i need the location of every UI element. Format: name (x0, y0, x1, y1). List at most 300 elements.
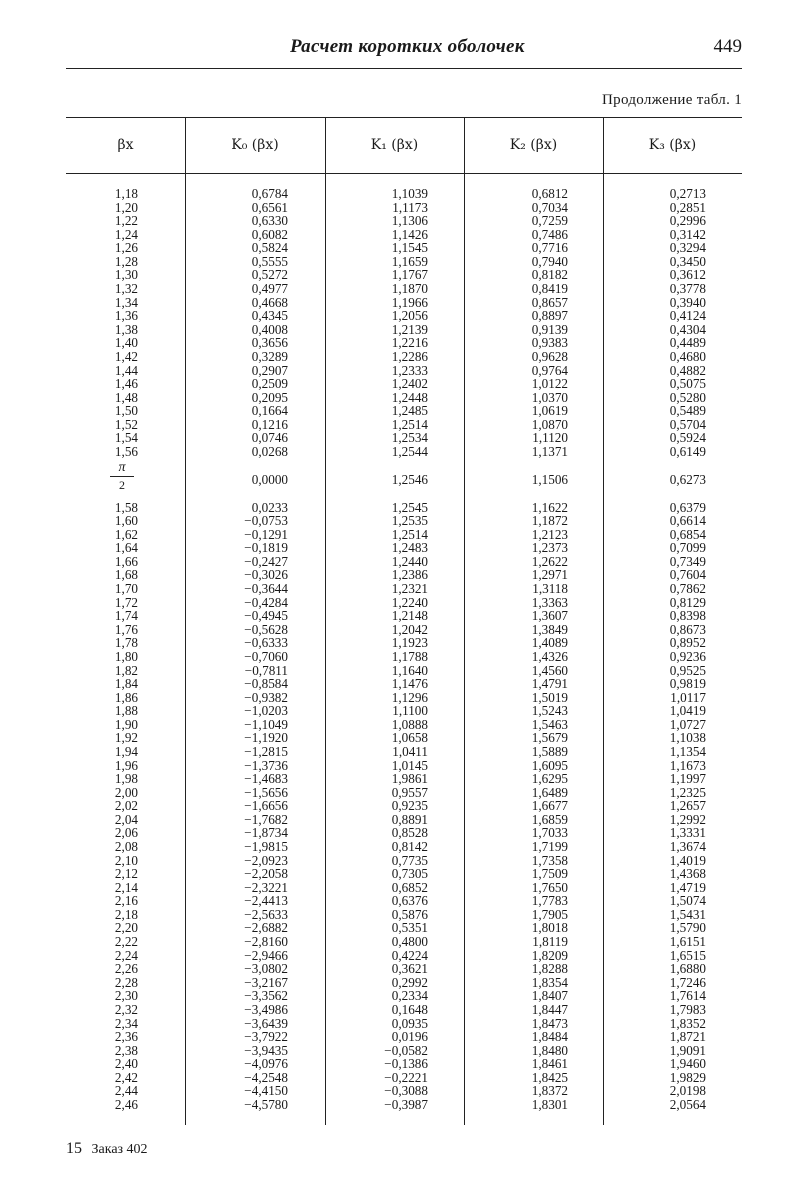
table-cell: 1,80 (114, 648, 138, 664)
column-divider (464, 117, 465, 1125)
table-cell: 0,2509 (251, 376, 288, 392)
table-cell: −3,0802 (244, 961, 288, 977)
table-cell: 1,4719 (669, 879, 706, 895)
column-header-bx: βx (117, 137, 134, 153)
table-cell: 0,0268 (251, 443, 288, 459)
table-cell: 1,2042 (391, 621, 428, 637)
table-cell: 0,4124 (669, 308, 706, 324)
table-cell: 0,2907 (251, 362, 288, 378)
table-cell: 1,2514 (391, 416, 428, 432)
table-cell: 0,5924 (669, 430, 706, 446)
table-cell: 1,0411 (392, 743, 428, 759)
table-cell: 1,2622 (531, 553, 568, 569)
table-cell: 0,4800 (391, 934, 428, 950)
table-cell: −3,6439 (244, 1015, 288, 1031)
column-header-k0: K₀ (βx) (231, 137, 279, 153)
table-cell: 1,8018 (531, 920, 568, 936)
table-cell: −2,3221 (244, 879, 288, 895)
table-cell: 1,8301 (531, 1097, 568, 1112)
table-cell: 1,3849 (531, 621, 568, 637)
table-cell: 1,3607 (531, 608, 568, 624)
table-cell: 1,5019 (531, 689, 568, 705)
table-cell: 0,6273 (669, 471, 706, 487)
table-cell: 1,8447 (531, 1001, 568, 1017)
table-cell: 1,1371 (531, 443, 568, 459)
table-cell: 1,1640 (391, 662, 428, 678)
table-cell: 1,2325 (669, 784, 706, 800)
table-cell: 0,9139 (531, 321, 568, 337)
table-cell: 0,8657 (531, 294, 568, 310)
table-cell: 0,2996 (669, 213, 706, 229)
table-cell: 0,8897 (531, 308, 568, 324)
table-cell: 0,9383 (531, 335, 568, 351)
table-cell: 1,84 (114, 676, 138, 692)
table-cell: 1,7033 (531, 825, 568, 841)
print-order: Заказ 402 (91, 1142, 148, 1157)
table-cell: −2,4413 (244, 893, 288, 909)
table-cell: 1,38 (114, 321, 138, 337)
table-cell: 1,9460 (669, 1056, 706, 1072)
table-cell: 1,6859 (531, 811, 568, 827)
table-cell: 2,40 (114, 1056, 138, 1072)
table-cell: 1,1506 (531, 471, 568, 487)
table-cell: 1,7983 (669, 1001, 706, 1017)
table-cell: 1,3674 (669, 839, 706, 855)
table-cell: 1,8119 (532, 934, 568, 950)
table-cell: 1,1120 (532, 430, 568, 446)
table-cell: 0,6561 (251, 199, 288, 215)
table-cell: 2,28 (114, 974, 138, 990)
table-cell: −0,1386 (384, 1056, 428, 1072)
table-cell: 0,4489 (669, 335, 706, 351)
table-cell: 1,82 (114, 662, 138, 678)
table-cell: −3,9435 (244, 1042, 288, 1058)
table-cell: −0,3644 (244, 581, 288, 597)
table-cell: 0,8182 (531, 267, 568, 283)
table-cell: 0,7259 (531, 213, 568, 229)
table-cell: −0,4945 (244, 608, 288, 624)
table-cell: 2,02 (114, 798, 138, 814)
table-cell: 1,2148 (391, 608, 428, 624)
table-cell: 1,9861 (391, 771, 428, 787)
table-cell: 0,3778 (669, 281, 706, 297)
column-header-k2: K₂ (βx) (509, 137, 558, 153)
pi-denominator: 2 (119, 478, 125, 492)
table-cell: 1,2373 (531, 540, 568, 556)
table-cell: 1,3363 (531, 594, 568, 610)
table-cell: 2,04 (114, 811, 138, 827)
table-cell: 1,32 (114, 281, 138, 297)
table-cell: 1,0370 (531, 389, 568, 405)
table-cell: 1,1476 (391, 676, 428, 692)
table-cell: 0,7716 (531, 240, 568, 256)
pi-over-two-label (108, 459, 136, 494)
table-cell: 0,6379 (669, 499, 706, 515)
table-cell: 1,1100 (392, 703, 428, 719)
table-cell: 1,2123 (531, 526, 568, 542)
table-cell: −0,0582 (384, 1042, 428, 1058)
table-cell: −3,3562 (244, 988, 288, 1004)
table-cell: 1,62 (114, 526, 138, 542)
table-cell: 1,2386 (391, 567, 428, 583)
table-cell: 1,0145 (391, 757, 428, 773)
column-header-k1: K₁ (βx) (370, 137, 419, 153)
table-cell: 1,0870 (531, 416, 568, 432)
table-cell: 0,9525 (669, 662, 706, 678)
table-cell: 2,10 (114, 852, 138, 868)
table-cell: 0,5272 (251, 267, 288, 283)
table-cell: 0,3940 (669, 294, 706, 310)
table-cell: 1,8372 (531, 1083, 568, 1099)
table-cell: 1,22 (114, 213, 138, 229)
table-cell: 1,6515 (669, 947, 706, 963)
table-cell: 1,6151 (669, 934, 706, 950)
table-cell: 0,2851 (669, 199, 706, 215)
table-cell: −0,7060 (244, 648, 288, 664)
table-cell: 0,9819 (669, 676, 706, 692)
table-cell: 1,7614 (669, 988, 706, 1004)
table-cell: 2,46 (114, 1097, 138, 1112)
table-cell: −0,6333 (244, 635, 288, 651)
table-cell: −1,8734 (244, 825, 288, 841)
table-cell: 1,30 (114, 267, 138, 283)
table-cell: 1,4791 (531, 676, 568, 692)
table-cell: 1,8480 (531, 1042, 568, 1058)
table-cell: 2,38 (114, 1042, 138, 1058)
table-cell: 0,4977 (251, 281, 288, 297)
table-cell: 1,1923 (391, 635, 428, 651)
table-cell: 1,2657 (669, 798, 706, 814)
table-cell: −0,3987 (384, 1097, 428, 1112)
table-cell: −0,2427 (244, 553, 288, 569)
table-cell: 0,7862 (669, 581, 706, 597)
table-cell: 1,3118 (532, 581, 568, 597)
table-cell: −0,2221 (384, 1069, 428, 1085)
table-cell: 1,26 (114, 240, 138, 256)
table-cell: 1,94 (114, 743, 138, 759)
table-cell: 1,0727 (669, 716, 706, 732)
table-cell: 1,8209 (531, 947, 568, 963)
table-cell: 1,64 (114, 540, 138, 556)
table-continuation-note: Продолжение табл. 1 (602, 92, 742, 108)
table-cell: 0,6812 (531, 186, 568, 201)
table-cell: 1,1997 (669, 771, 706, 787)
table-cell: 1,2485 (391, 403, 428, 419)
table-cell: 1,2514 (391, 526, 428, 542)
table-cell: 0,7034 (531, 199, 568, 215)
table-cell: 1,96 (114, 757, 138, 773)
table-cell: 0,6082 (251, 226, 288, 242)
table-cell: 1,78 (114, 635, 138, 651)
table-cell: 1,88 (114, 703, 138, 719)
table-cell: −1,6656 (244, 798, 288, 814)
table-cell: 2,30 (114, 988, 138, 1004)
table-cell: 0,5704 (669, 416, 706, 432)
function-table (66, 117, 742, 1125)
table-cell: 0,4008 (251, 321, 288, 337)
table-cell: 0,2095 (251, 389, 288, 405)
table-cell: −0,1291 (244, 526, 288, 542)
table-cell: 1,56 (114, 443, 138, 459)
table-cell: 0,9557 (391, 784, 428, 800)
table-cell: 0,8673 (669, 621, 706, 637)
table-cell: 1,1354 (669, 743, 706, 759)
table-cell: −0,4284 (244, 594, 288, 610)
table-cell: 2,0198 (669, 1083, 706, 1099)
table-cell: 0,4224 (391, 947, 428, 963)
table-cell: 1,0419 (669, 703, 706, 719)
table-cell: 1,36 (114, 308, 138, 324)
column-k0 (216, 187, 288, 1112)
table-cell: 1,4326 (531, 648, 568, 664)
table-cell: 1,90 (114, 716, 138, 732)
table-cell: 1,72 (114, 594, 138, 610)
table-cell: 1,18 (114, 186, 138, 201)
table-cell: 2,14 (114, 879, 138, 895)
table-cell: 0,5824 (251, 240, 288, 256)
table-cell: −1,0203 (244, 703, 288, 719)
table-cell: 0,8419 (531, 281, 568, 297)
table-cell: −3,7922 (244, 1029, 288, 1045)
table-cell: 1,9091 (669, 1042, 706, 1058)
table-cell: 1,6880 (669, 961, 706, 977)
table-cell: 0,6330 (251, 213, 288, 229)
table-cell: −4,5780 (244, 1097, 288, 1112)
table-cell: 1,98 (114, 771, 138, 787)
table-cell: 0,5876 (391, 906, 428, 922)
table-cell: 1,9829 (669, 1069, 706, 1085)
table-cell: 1,2440 (391, 553, 428, 569)
table-cell: −0,3026 (244, 567, 288, 583)
table-cell: 1,1788 (391, 648, 428, 664)
column-divider (325, 117, 326, 1125)
table-cell: 1,68 (114, 567, 138, 583)
table-cell: 1,8484 (531, 1029, 568, 1045)
column-divider (185, 117, 186, 1125)
table-cell: 1,1426 (391, 226, 428, 242)
table-cell: 1,2483 (391, 540, 428, 556)
table-cell: 0,0196 (391, 1029, 428, 1045)
table-cell: −2,5633 (244, 906, 288, 922)
table-cell: 1,8425 (531, 1069, 568, 1085)
table-cell: 0,7305 (391, 866, 428, 882)
table-cell: −0,1819 (244, 540, 288, 556)
table-cell: 0,5351 (391, 920, 428, 936)
table-cell: 0,0233 (251, 499, 288, 515)
table-cell: 1,6295 (531, 771, 568, 787)
table-cell: 1,34 (114, 294, 138, 310)
table-cell: 1,6677 (531, 798, 568, 814)
table-cell: 0,6614 (669, 513, 706, 529)
table-cell: 1,5790 (669, 920, 706, 936)
table-cell: 0,6149 (669, 443, 706, 459)
table-cell: 1,46 (114, 376, 138, 392)
table-cell: −3,4986 (244, 1001, 288, 1017)
table-cell: −4,4150 (244, 1083, 288, 1099)
table-cell: 1,7650 (531, 879, 568, 895)
table-cell: 1,1966 (391, 294, 428, 310)
table-cell: 1,2333 (391, 362, 428, 378)
table-cell: 1,1872 (531, 513, 568, 529)
table-cell: 1,7905 (531, 906, 568, 922)
table-cell: 1,3331 (669, 825, 706, 841)
table-cell: 0,3142 (669, 226, 706, 242)
table-cell: 0,4345 (251, 308, 288, 324)
table-cell: −2,6882 (244, 920, 288, 936)
table-cell: 1,2139 (391, 321, 428, 337)
table-cell: −1,1049 (244, 716, 288, 732)
table-cell: 1,5889 (531, 743, 568, 759)
table-cell: 0,8528 (391, 825, 428, 841)
table-cell: 1,5679 (531, 730, 568, 746)
table-cell: 0,4668 (251, 294, 288, 310)
table-cell: 1,74 (114, 608, 138, 624)
table-cell: 1,1039 (391, 186, 428, 201)
table-cell: −1,5656 (244, 784, 288, 800)
table-cell: 0,1648 (391, 1001, 428, 1017)
table-cell: 1,1173 (392, 199, 428, 215)
page-footer (66, 1140, 148, 1158)
table-cell: 1,0122 (531, 376, 568, 392)
table-cell: 1,1767 (391, 267, 428, 283)
table-cell: 1,44 (114, 362, 138, 378)
table-cell: 1,2402 (391, 376, 428, 392)
table-cell: 1,4560 (531, 662, 568, 678)
table-cell: 0,0000 (251, 471, 288, 487)
table-cell: −1,4683 (244, 771, 288, 787)
table-cell: 0,7604 (669, 567, 706, 583)
table-cell: 2,08 (114, 839, 138, 855)
table-cell: 1,86 (114, 689, 138, 705)
table-cell: −2,8160 (244, 934, 288, 950)
table-cell: 1,7246 (669, 974, 706, 990)
table-cell: 1,2546 (391, 471, 428, 487)
table-cell: 0,8891 (391, 811, 428, 827)
table-cell: 1,2448 (391, 389, 428, 405)
table-cell: 1,2535 (391, 513, 428, 529)
table-header-rule (66, 173, 742, 174)
table-cell: 0,5280 (669, 389, 706, 405)
column-header-k3: K₃ (βx) (648, 137, 697, 153)
table-cell: 0,2992 (391, 974, 428, 990)
table-cell: −0,5628 (244, 621, 288, 637)
table-cell: 0,0935 (391, 1015, 428, 1031)
table-cell: 1,1038 (669, 730, 706, 746)
table-cell: 1,1545 (391, 240, 428, 256)
table-cell: −2,2058 (244, 866, 288, 882)
table-cell: 1,24 (114, 226, 138, 242)
table-cell: 0,7486 (531, 226, 568, 242)
table-cell: 1,7783 (531, 893, 568, 909)
table-cell: 1,5243 (531, 703, 568, 719)
table-cell: 0,4882 (669, 362, 706, 378)
table-cell: 1,92 (114, 730, 138, 746)
table-cell: 1,0888 (391, 716, 428, 732)
table-cell: 1,1296 (391, 689, 428, 705)
table-cell: 1,1659 (391, 253, 428, 269)
table-cell: −0,7811 (244, 662, 288, 678)
table-cell: 1,6489 (531, 784, 568, 800)
column-divider (603, 117, 604, 1125)
table-cell: 1,1870 (391, 281, 428, 297)
table-cell: −0,8584 (244, 676, 288, 692)
table-cell: 1,2534 (391, 430, 428, 446)
table-cell: 2,36 (114, 1029, 138, 1045)
table-cell: 2,42 (114, 1069, 138, 1085)
pi-numerator: π (118, 460, 126, 475)
column-k3 (632, 187, 706, 1112)
table-cell: −2,0923 (244, 852, 288, 868)
table-cell: 1,8352 (669, 1015, 706, 1031)
table-cell: 1,8288 (531, 961, 568, 977)
running-title: Расчет коротких оболочек (290, 36, 525, 57)
table-cell: −2,9466 (244, 947, 288, 963)
table-cell: 0,5075 (669, 376, 706, 392)
table-cell: −1,9815 (244, 839, 288, 855)
table-cell: 0,6784 (251, 186, 288, 201)
table-cell: 0,9236 (669, 648, 706, 664)
table-cell: 0,7099 (669, 540, 706, 556)
table-cell: 1,2056 (391, 308, 428, 324)
table-cell: 1,8407 (531, 988, 568, 1004)
table-cell: 0,3656 (251, 335, 288, 351)
table-cell: −1,7682 (244, 811, 288, 827)
table-cell: 1,1622 (531, 499, 568, 515)
table-cell: 1,8461 (531, 1056, 568, 1072)
table-cell: −0,3088 (384, 1083, 428, 1099)
table-cell: 2,24 (114, 947, 138, 963)
table-cell: 1,48 (114, 389, 138, 405)
table-cell: 0,6376 (391, 893, 428, 909)
table-cell: 1,5463 (531, 716, 568, 732)
table-cell: 0,1664 (251, 403, 288, 419)
table-cell: 1,1673 (669, 757, 706, 773)
table-cell: 1,2545 (391, 499, 428, 515)
table-cell: 0,4304 (669, 321, 706, 337)
table-cell: 2,34 (114, 1015, 138, 1031)
table-cell: 2,0564 (669, 1097, 706, 1112)
table-cell: 1,2544 (391, 443, 428, 459)
table-cell: 2,16 (114, 893, 138, 909)
table-cell: 2,32 (114, 1001, 138, 1017)
table-cell: 1,50 (114, 403, 138, 419)
table-cell: 1,7199 (531, 839, 568, 855)
table-cell: 0,2713 (669, 186, 706, 201)
table-cell: −1,2815 (244, 743, 288, 759)
table-cell: 0,5555 (251, 253, 288, 269)
table-top-rule (66, 117, 742, 118)
table-cell: 1,7509 (531, 866, 568, 882)
table-cell: 0,4680 (669, 348, 706, 364)
table-cell: 1,2971 (531, 567, 568, 583)
table-cell: 1,4089 (531, 635, 568, 651)
table-cell: 1,0658 (391, 730, 428, 746)
table-cell: 1,2216 (391, 335, 428, 351)
table-cell: 0,8952 (669, 635, 706, 651)
table-cell: 1,20 (114, 199, 138, 215)
table-cell: 2,12 (114, 866, 138, 882)
table-cell: 1,4368 (669, 866, 706, 882)
column-k2 (494, 187, 568, 1112)
table-cell: 0,6854 (669, 526, 706, 542)
table-cell: 0,0746 (251, 430, 288, 446)
table-cell: 1,8721 (669, 1029, 706, 1045)
table-cell: 0,3621 (391, 961, 428, 977)
table-cell: 1,76 (114, 621, 138, 637)
table-cell: 0,9628 (531, 348, 568, 364)
table-cell: 0,5489 (669, 403, 706, 419)
table-cell: 0,9764 (531, 362, 568, 378)
